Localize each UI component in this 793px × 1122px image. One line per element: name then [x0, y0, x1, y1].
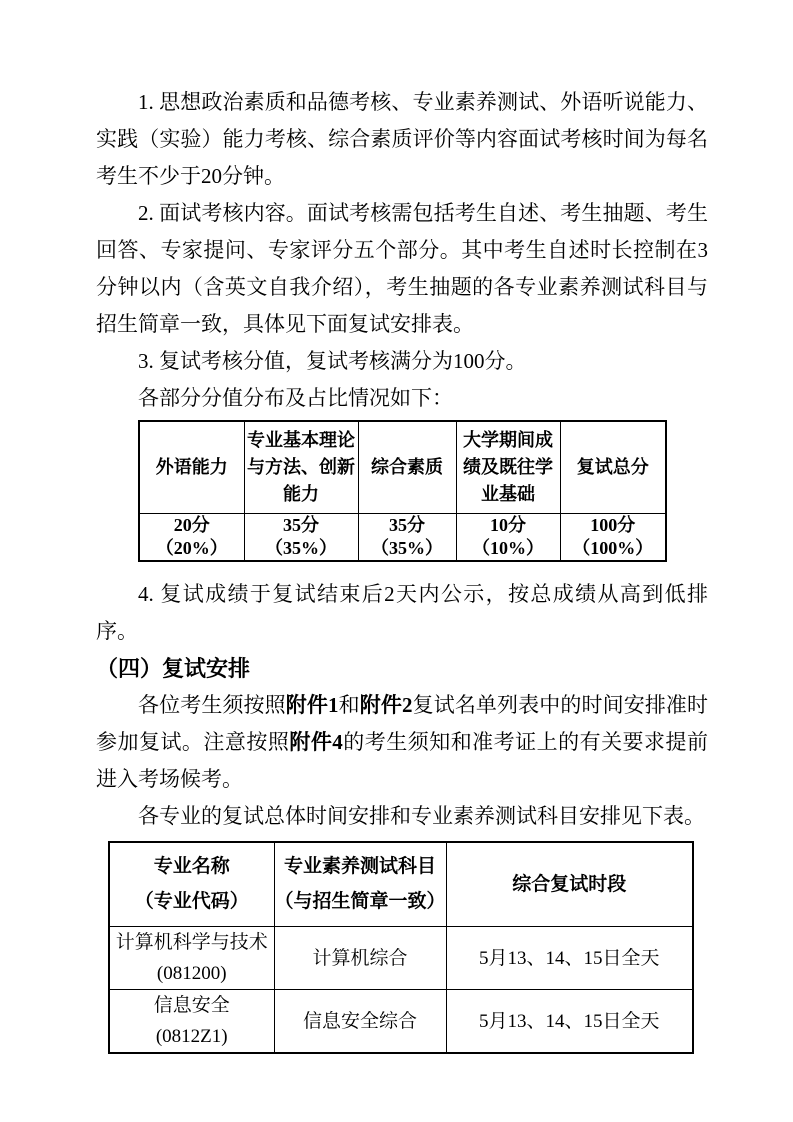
header-line: 专业名称 — [153, 856, 230, 878]
score-distribution-table — [138, 420, 667, 562]
score-cell-professional-theory — [244, 513, 358, 561]
attachment-4-ref: 附件4 — [289, 729, 343, 754]
score-cell-comprehensive-quality — [358, 513, 456, 561]
schedule-row-computer-science — [109, 927, 693, 990]
paragraph-interview-time: 1. 思想政治素质和品德考核、专业素养测试、外语听说能力、实践（实验）能力考核、综合素质评价等内容面试考核时间为每名考生不少于20分钟。 — [96, 90, 708, 188]
paragraph-score-distribution-intro: 各部分分值分布及占比情况如下： — [138, 386, 453, 410]
score-table-value-row — [139, 513, 666, 561]
major-code: (081200) — [156, 963, 227, 984]
paragraph-score-total: 3. 复试考核分值，复试考核满分为100分。 — [138, 349, 527, 373]
score-header-comprehensive-quality: 综合素质 — [358, 421, 456, 513]
text-segment: 的考生须知和准考证上的有关要求提前进入考场候考。 — [96, 729, 709, 791]
score-points: 100分 — [590, 514, 636, 535]
retest-schedule-table — [108, 841, 694, 1055]
header-line: （专业代码） — [134, 891, 249, 913]
schedule-cell-subject: 计算机综合 — [274, 927, 446, 990]
schedule-header-subject — [274, 842, 446, 927]
section-heading-retest-arrangement: （四）复试安排 — [96, 655, 251, 681]
major-code: (0812Z1) — [155, 1026, 228, 1047]
score-percent: （10%） — [472, 537, 544, 558]
schedule-cell-major — [109, 990, 274, 1054]
score-table-header-row — [139, 421, 666, 513]
schedule-table-header-row — [109, 842, 693, 927]
score-cell-total — [560, 513, 666, 561]
paragraph-result-publication: 4. 复试成绩于复试结束后2天内公示，按总成绩从高到低排序。 — [96, 581, 708, 643]
score-header-total: 复试总分 — [560, 421, 666, 513]
schedule-cell-subject: 信息安全综合 — [274, 990, 446, 1054]
paragraph-interview-content: 2. 面试考核内容。面试考核需包括考生自述、考生抽题、考生回答、专家提问、专家评分五个部分。其中考生自述时长控制在3分钟以内（含英文自我介绍），考生抽题的各专业素养测试科目与招生简章一致，具体见下面复试安排表。 — [96, 201, 708, 336]
major-name: 计算机科学与技术 — [115, 932, 268, 953]
score-cell-university-record — [456, 513, 560, 561]
score-points: 35分 — [283, 514, 319, 535]
score-points: 20分 — [173, 514, 210, 535]
score-percent: （35%） — [371, 537, 443, 558]
score-header-professional-theory: 专业基本理论与方法、创新能力 — [244, 421, 358, 513]
score-header-university-record: 大学期间成绩及既往学业基础 — [456, 421, 560, 513]
text-segment: 复试名单列表中的时间安排准时参加复试。注意按照 — [96, 692, 709, 754]
schedule-header-major — [109, 842, 274, 927]
attachment-2-ref: 附件2 — [359, 692, 413, 717]
header-line: 综合复试时段 — [512, 873, 627, 895]
schedule-cell-major — [109, 927, 274, 990]
score-percent: （100%） — [572, 537, 654, 558]
text-segment: 各位考生须按照 — [138, 692, 286, 717]
score-points: 35分 — [389, 514, 425, 535]
score-percent: （20%） — [155, 537, 228, 558]
score-percent: （35%） — [265, 537, 337, 558]
paragraph-attachment-notice — [96, 687, 708, 798]
schedule-row-information-security — [109, 990, 693, 1054]
paragraph-schedule-intro: 各专业的复试总体时间安排和专业素养测试科目安排见下表。 — [138, 803, 705, 828]
score-header-foreign-language: 外语能力 — [139, 421, 244, 513]
score-cell-foreign-language — [139, 513, 244, 561]
score-points: 10分 — [490, 514, 526, 535]
text-segment: 和 — [338, 692, 360, 717]
schedule-header-time — [446, 842, 693, 927]
header-line: 专业素养测试科目 — [283, 856, 436, 878]
schedule-cell-time: 5月13、14、15日全天 — [446, 990, 693, 1054]
attachment-1-ref: 附件1 — [285, 692, 339, 717]
page-content — [96, 84, 708, 1054]
header-line: （与招生简章一致） — [274, 891, 446, 913]
schedule-cell-time: 5月13、14、15日全天 — [446, 927, 693, 990]
major-name: 信息安全 — [153, 995, 230, 1016]
